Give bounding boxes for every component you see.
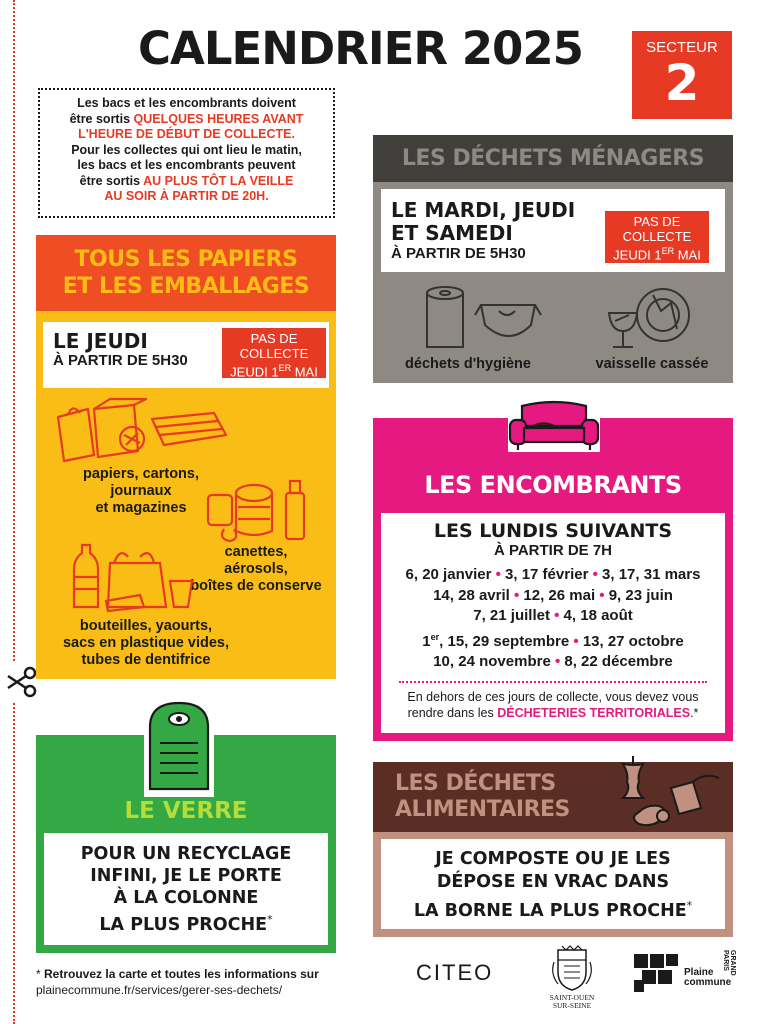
- bulky-date: 8, 22 décembre: [564, 653, 673, 670]
- bulky-date: 12, 26 mai: [523, 586, 596, 604]
- bulky-schedule: [381, 513, 725, 733]
- sector-badge: [632, 31, 732, 119]
- bulky-waste-panel: [373, 418, 733, 741]
- household-title: LES DÉCHETS MÉNAGERS: [373, 135, 733, 182]
- cans-caption: canettes, aérosols, boîtes de conserve: [190, 544, 322, 594]
- citeo-logo: CITEO: [416, 960, 494, 985]
- hygiene-waste-icon: [419, 285, 549, 355]
- page-title: CALENDRIER 2025: [138, 22, 583, 75]
- bulky-time: À PARTIR DE 7H: [493, 542, 613, 559]
- bulky-dates: [381, 565, 725, 673]
- notice-line: être sortis AU PLUS TÔT LA VEILLE: [79, 173, 294, 188]
- bulky-subtitle: LES LUNDIS SUIVANTS: [433, 520, 673, 542]
- papers-time: À PARTIR DE 5H30: [53, 352, 188, 369]
- glass-bin-icon: [144, 697, 214, 797]
- sector-number: 2: [664, 54, 700, 112]
- cans-aerosol-icon: [204, 473, 314, 545]
- bulky-date: 6, 20 janvier: [405, 566, 492, 583]
- bulky-date-line: 14, 28 avril • 12, 26 mai • 9, 23 juin: [433, 586, 673, 604]
- footer-note: * Retrouvez la carte et toutes les informations sur plainecommune.fr/services/gerer-ses-dechets/: [36, 967, 319, 997]
- hygiene-caption: déchets d'hygiène: [405, 356, 531, 372]
- household-schedule: [381, 189, 725, 272]
- footer-link[interactable]: plainecommune.fr/services/gerer-ses-dechets/: [36, 983, 283, 997]
- notice-line: Pour les collectes qui ont lieu le matin,: [71, 142, 302, 157]
- plaine-commune-logo: Plaine commune GRAND PARIS: [632, 950, 732, 996]
- bulky-date: 3, 17, 31 mars: [602, 566, 701, 583]
- food-waste-panel: [373, 762, 733, 937]
- glass-instructions: POUR UN RECYCLAGE INFINI, JE LE PORTE À LA COLONNE LA PLUS PROCHE*: [44, 833, 328, 945]
- glass-title: LE VERRE: [124, 798, 248, 824]
- bulky-date: 14, 28 avril: [433, 586, 510, 604]
- bulky-date-line: 10, 24 novembre • 8, 22 décembre: [433, 653, 673, 670]
- notice-line: L'HEURE DE DÉBUT DE COLLECTE.: [78, 127, 295, 141]
- coat-of-arms-icon: [550, 944, 594, 992]
- food-title: LES DÉCHETS ALIMENTAIRES: [373, 762, 733, 832]
- papers-panel: [36, 235, 336, 679]
- household-day: LE MARDI, JEUDI ET SAMEDI: [391, 198, 576, 245]
- divider: [399, 681, 707, 683]
- plaine-commune-mark-icon: [632, 950, 682, 996]
- sofa-icon: [506, 400, 602, 452]
- notice-line: AU SOIR À PARTIR DE 20H.: [104, 189, 269, 203]
- bulky-date: 4, 18 août: [563, 607, 633, 624]
- papers-caption: papiers, cartons, journaux et magazines: [82, 466, 200, 516]
- bulky-date: 7, 21 juillet: [473, 607, 550, 624]
- plastic-bottle-bag-icon: [70, 541, 200, 613]
- food-scraps-icon: [609, 752, 729, 832]
- household-waste-panel: [373, 135, 733, 383]
- bulky-date-line: 7, 21 juillet • 4, 18 août: [473, 607, 633, 624]
- bulky-date: 13, 27 octobre: [582, 632, 684, 650]
- bulky-date: 1er, 15, 29 septembre: [422, 631, 570, 650]
- bulky-date: 3, 17 février: [505, 566, 589, 583]
- bulky-date-line: 1er, 15, 29 septembre • 13, 27 octobre: [422, 631, 684, 650]
- no-collection-badge: PAS DE COLLECTE JEUDI 1ER MAI: [605, 211, 709, 263]
- plastic-caption: bouteilles, yaourts, sacs en plastique vides, tubes de dentifrice: [62, 618, 230, 668]
- bulky-date: 10, 24 novembre: [433, 653, 551, 670]
- notice-line: être sortis QUELQUES HEURES AVANT: [69, 111, 304, 126]
- saint-ouen-logo: SAINT-OUEN SUR-SEINE: [542, 944, 602, 1020]
- broken-dishes-icon: [601, 285, 701, 355]
- papers-day: LE JEUDI: [53, 329, 148, 353]
- paper-cardboard-icon: [54, 395, 234, 467]
- sector-label: SECTEUR: [646, 39, 718, 56]
- no-collection-badge: PAS DE COLLECTE JEUDI 1ER MAI: [222, 328, 326, 378]
- papers-title: TOUS LES PAPIERS ET LES EMBALLAGES: [36, 235, 336, 311]
- bulky-date: 9, 23 juin: [608, 586, 673, 604]
- household-time: À PARTIR DE 5H30: [391, 245, 526, 262]
- papers-schedule: [43, 322, 329, 388]
- notice-line: les bacs et les encombrants peuvent: [77, 158, 296, 172]
- bulky-footer: En dehors de ces jours de collecte, vous devez vous rendre dans les DÉCHETERIES TERRITORIALES.*: [407, 689, 699, 720]
- dishes-caption: vaisselle cassée: [595, 356, 709, 372]
- bulky-title: LES ENCOMBRANTS: [424, 471, 682, 499]
- cut-line: [13, 0, 15, 1024]
- bulky-date-line: 6, 20 janvier • 3, 17 février • 3, 17, 31 mars: [405, 566, 701, 583]
- notice-box: [38, 88, 335, 218]
- food-instructions: JE COMPOSTE OU JE LES DÉPOSE EN VRAC DANS LA BORNE LA PLUS PROCHE*: [381, 839, 725, 929]
- notice-line: Les bacs et les encombrants doivent: [77, 96, 296, 110]
